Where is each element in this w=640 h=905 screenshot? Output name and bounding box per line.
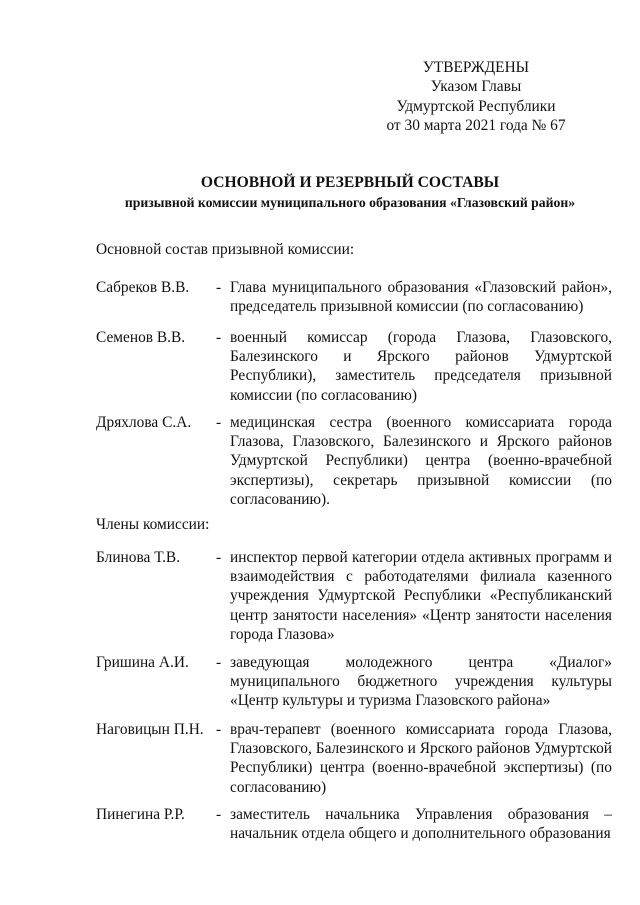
member-name: Пинегина Р.Р. bbox=[96, 806, 185, 823]
member-role: медицинская сестра (военного комиссариата города Глазова, Глазовского, Балезинского и Ярского районов Удмуртской Республики) центра (военно-врачебной экспертизы), секретарь призывной комиссии (по согласованию). bbox=[230, 414, 612, 508]
member-dash: - bbox=[216, 414, 222, 431]
member-role: заместитель начальника Управления образования – начальник отдела общего и дополнительного образования bbox=[230, 806, 612, 843]
members-section-heading: Члены комиссии: bbox=[96, 516, 210, 533]
member-name: Наговицын П.Н. bbox=[96, 721, 204, 738]
approval-line-3: Удмуртской Республики bbox=[396, 97, 556, 115]
member-dash: - bbox=[216, 279, 222, 296]
member-dash: - bbox=[216, 721, 222, 738]
member-name: Гришина А.И. bbox=[96, 654, 189, 671]
member-role: Глава муниципального образования «Глазовский район», председатель призывной комиссии (по согласованию) bbox=[230, 279, 612, 316]
approval-line-4: от 30 марта 2021 года № 67 bbox=[386, 116, 566, 134]
approval-line-2: Указом Главы bbox=[430, 78, 522, 96]
member-name: Дряхлова С.А. bbox=[96, 414, 192, 431]
member-role: инспектор первой категории отдела активных программ и взаимодействия с работодателями филиала казенного учреждения Удмуртской Республики «Республиканский центр занятости населения» «Центр занятости населения города Глазова» bbox=[230, 549, 612, 643]
member-name: Блинова Т.В. bbox=[96, 549, 181, 566]
approval-line-1: УТВЕРЖДЕНЫ bbox=[422, 59, 530, 76]
member-dash: - bbox=[216, 329, 222, 346]
document-title: ОСНОВНОЙ И РЕЗЕРВНЫЙ СОСТАВЫ bbox=[200, 174, 500, 191]
member-dash: - bbox=[216, 806, 222, 823]
member-dash: - bbox=[216, 549, 222, 566]
approval-stamp bbox=[360, 58, 592, 135]
member-role: врач-терапевт (военного комиссариата города Глазова, Глазовского, Балезинского и Ярского районов Удмуртской Республики) центра (военно-врачебной экспертизы) (по согласованию) bbox=[230, 721, 612, 796]
member-role: заведующая молодежного центра «Диалог» муниципального бюджетного учреждения культуры «Центр культуры и туризма Глазовского района» bbox=[230, 654, 612, 710]
member-role: военный комиссар (города Глазова, Глазовского, Балезинского и Ярского районов Удмуртской Республики), заместитель председателя призывной комиссии (по согласованию) bbox=[230, 329, 612, 404]
member-dash: - bbox=[216, 654, 222, 671]
main-section-heading: Основной состав призывной комиссии: bbox=[96, 241, 355, 258]
member-name: Сабреков В.В. bbox=[96, 279, 190, 296]
member-name: Семенов В.В. bbox=[96, 329, 186, 346]
document-subtitle: призывной комиссии муниципального образования «Глазовский район» bbox=[124, 195, 576, 210]
